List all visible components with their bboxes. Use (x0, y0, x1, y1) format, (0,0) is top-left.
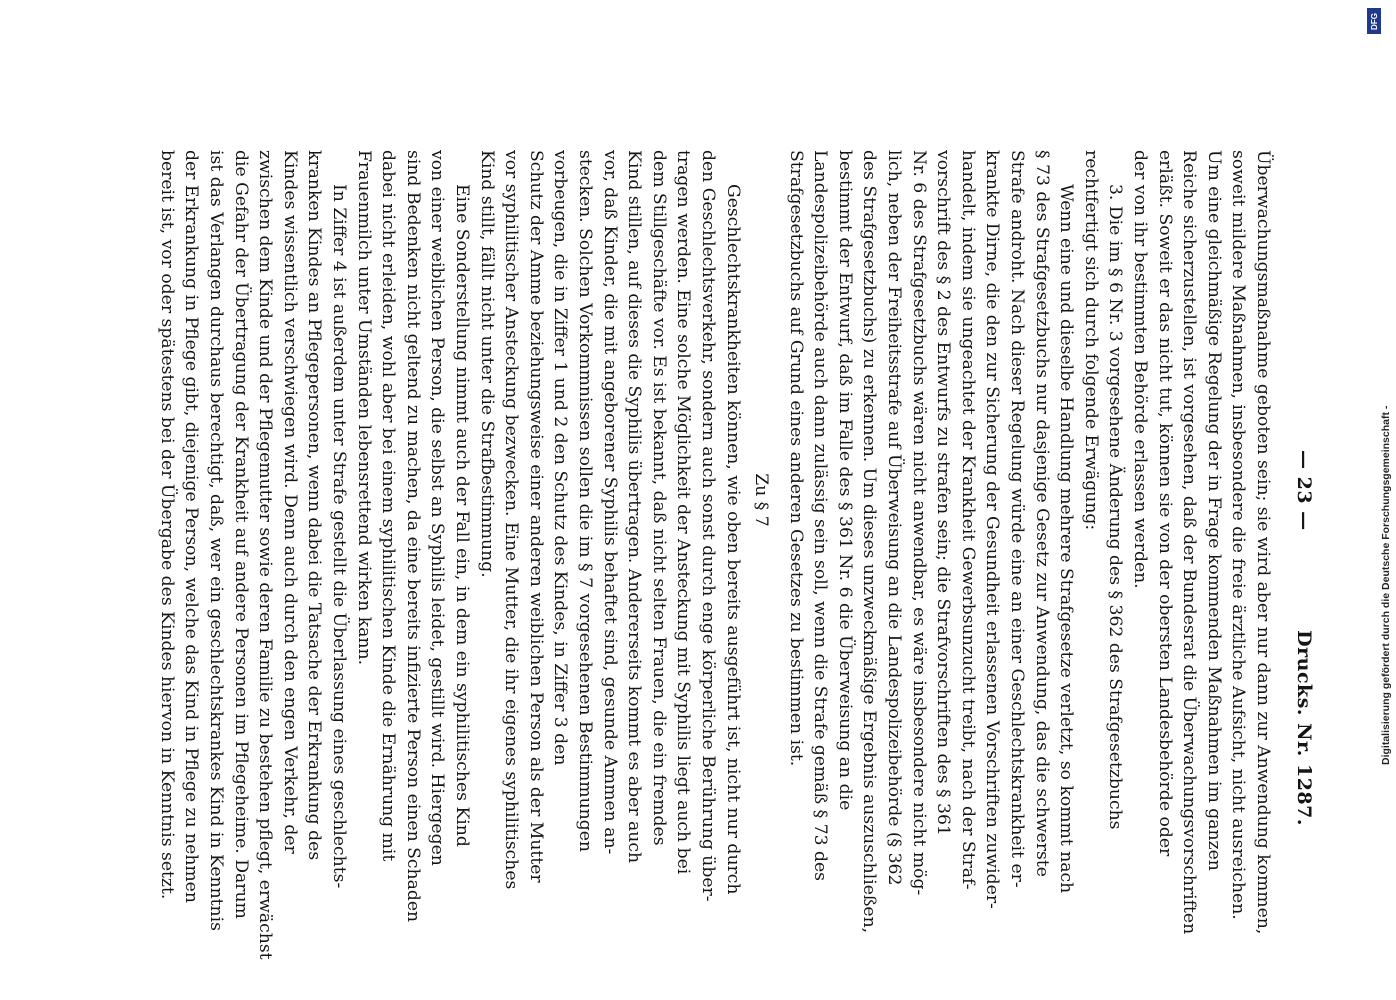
text-line: rechtfertigt sich durch folgende Erwägung: (1080, 150, 1101, 531)
page-number: — 23 — (1293, 450, 1315, 531)
text-line: zwischen dem Kinde und der Pflegemutter sowie deren Familie zu bestehen pflegt, erwächst (255, 150, 276, 960)
text-line: erläßt. Soweit er das nicht tut, können sie von der obersten Landesbehörde oder (1154, 150, 1175, 857)
text-line: der Erkrankung in Pflege gibt, diejenige Person, welche das Kind in Pflege zu nehmen (181, 150, 202, 903)
text-line: Schutz der Amme beziehungsweise einer anderen weiblichen Person als der Mutter (525, 150, 546, 883)
text-line: stecken. Solchen Vorkommnissen sollen die im § 7 vorgesehenen Bestimmungen (574, 150, 595, 852)
text-line: handelt, indem sie ungeachtet der Krankheit Gewerbsunzucht treibt, nach der Straf- (957, 150, 978, 890)
text-line: Überwachungsmaßnahme geboten sein; sie wird aber nur dann zur Anwendung kommen, (1253, 150, 1273, 935)
text-line: der von ihr bestimmten Behörde erlassen werden. (1130, 150, 1151, 589)
text-line: den Geschlechtsverkehr, sondern auch sonst durch enge körperliche Berührung über- (697, 150, 718, 902)
text-line: soweit mildere Maßnahmen, insbesondere die freie ärztliche Aufsicht, nicht ausreichen. (1228, 150, 1249, 920)
text-line: die Gefahr der Übertragung der Krankheit auf andere Personen im Pflegeheime. Darum (230, 150, 251, 919)
text-line: bestimmt der Entwurf, daß im Falle des § 361 Nr. 6 die Überweisung an die (834, 150, 855, 811)
text-line: Nr. 6 des Strafgesetzbuchs wären nicht anwendbar, es wäre insbesondere nicht mög- (908, 150, 929, 896)
text-line: Landespolizeibehörde auch dann zulässig sein soll, wenn die Strafe gemäß § 73 des (810, 150, 831, 881)
section-heading: Zu § 7 (751, 473, 772, 527)
digitization-note: Digitalisierung gefördert durch die Deutsche Forschungsgemeinschaft - (1380, 405, 1392, 765)
text-line: Um eine gleichmäßige Regelung der in Frage kommenden Maßnahmen im ganzen (1203, 150, 1224, 871)
text-line: 3. Die im § 6 Nr. 3 vorgesehene Änderung des § 362 des Strafgesetzbuchs (1105, 184, 1126, 830)
text-line: vor syphilitischer Ansteckung bezwecken. Eine Mutter, die ihr eigenes syphilitisches (501, 150, 522, 890)
text-line: bereit ist, vor oder spätestens bei der Übergabe des Kindes hiervon in Kenntnis setzt. (156, 150, 177, 900)
text-line: vor, daß Kinder, die mit angeborener Syphilis behaftet sind, gesunde Ammen an- (599, 150, 620, 855)
text-line: von einer weiblichen Person, die selbst an Syphilis leidet, gestillt wird. Hiergegen (427, 150, 448, 866)
text-line: Reiche sicherzustellen, ist vorgesehen, daß der Bundesrat die Überwachungsvorschriften (1179, 150, 1200, 935)
text-line: Kindes wissentlich verschwiegen wird. Denn auch durch den engen Verkehr, der (279, 150, 300, 854)
text-line: kranken Kindes an Pflegepersonen, wenn dabei die Tatsache der Erkrankung des (304, 150, 325, 861)
drucksache-number: Drucks. Nr. 1287. (1293, 630, 1315, 826)
page-header (1280, 150, 1320, 850)
text-line: krankte Dirne, die den zur Sicherung der Gesundheit erlassenen Vorschriften zuwider- (982, 150, 1003, 909)
text-line: Kind stillen, auf dieses die Syphilis übertragen. Andererseits kommt es aber auch (624, 150, 645, 864)
text-line: lich, neben der Freiheitsstrafe auf Überweisung an die Landespolizeibehörde (§ 362 (884, 150, 905, 886)
text-line: vorschrift des § 2 des Entwurfs zu strafen sein; die Strafvorschriften des § 361 (933, 150, 954, 836)
text-line: In Ziffer 4 ist außerdem unter Strafe gestellt die Überlassung eines geschlechts- (329, 184, 350, 889)
dfg-logo: DFG (1367, 8, 1381, 34)
text-line: tragen werden. Eine solche Möglichkeit der Ansteckung mit Syphilis liegt auch bei (673, 150, 694, 875)
text-line: ist das Verlangen durchaus berechtigt, daß, wer ein geschlechtskrankes Kind in Kenntnis (206, 150, 227, 931)
text-line: Strafgesetzbuchs auf Grund eines anderen Gesetzes zu bestimmen ist. (785, 150, 806, 767)
text-line: Geschlechtskrankheiten können, wie oben bereits ausgeführt ist, nicht nur durch (722, 184, 743, 895)
page-content (156, 150, 1320, 960)
text-line: Eine Sonderstellung nimmt auch der Fall ein, in dem ein syphilitisches Kind (452, 184, 472, 847)
text-line: Strafe androht. Nach dieser Regelung würde eine an einer Geschlechtskrankheit er- (1007, 150, 1028, 888)
text-line: des Strafgesetzbuchs) zu erkennen. Um dieses unzweckmäßige Ergebnis auszuschließen, (859, 150, 880, 934)
body-text (154, 150, 1275, 960)
text-line: dabei nicht erleiden, wohl aber bei einem syphilitischen Kinde die Ernährung mit (378, 150, 399, 862)
text-line: Kind stillt, fällt nicht unter die Strafbestimmung. (476, 150, 497, 578)
text-line: Wenn eine und dieselbe Handlung mehrere Strafgesetze verletzt, so kommt nach (1056, 184, 1077, 894)
text-line: § 73 des Strafgesetzbuchs nur dasjenige Gesetz zur Anwendung, das die schwerste (1031, 150, 1052, 877)
text-line: Frauenmilch unter Umständen lebensrettend wirken kann. (353, 150, 374, 666)
text-line: dem Stillgeschäfte vor. Es ist bekannt, daß nicht selten Frauen, die ein fremdes (648, 150, 669, 846)
text-line: sind Bedenken nicht geltend zu machen, da eine bereits infizierte Person einen Schaden (402, 150, 423, 923)
text-line: vorbeugen, die in Ziffer 1 und 2 den Schutz des Kindes, in Ziffer 3 den (550, 150, 571, 766)
